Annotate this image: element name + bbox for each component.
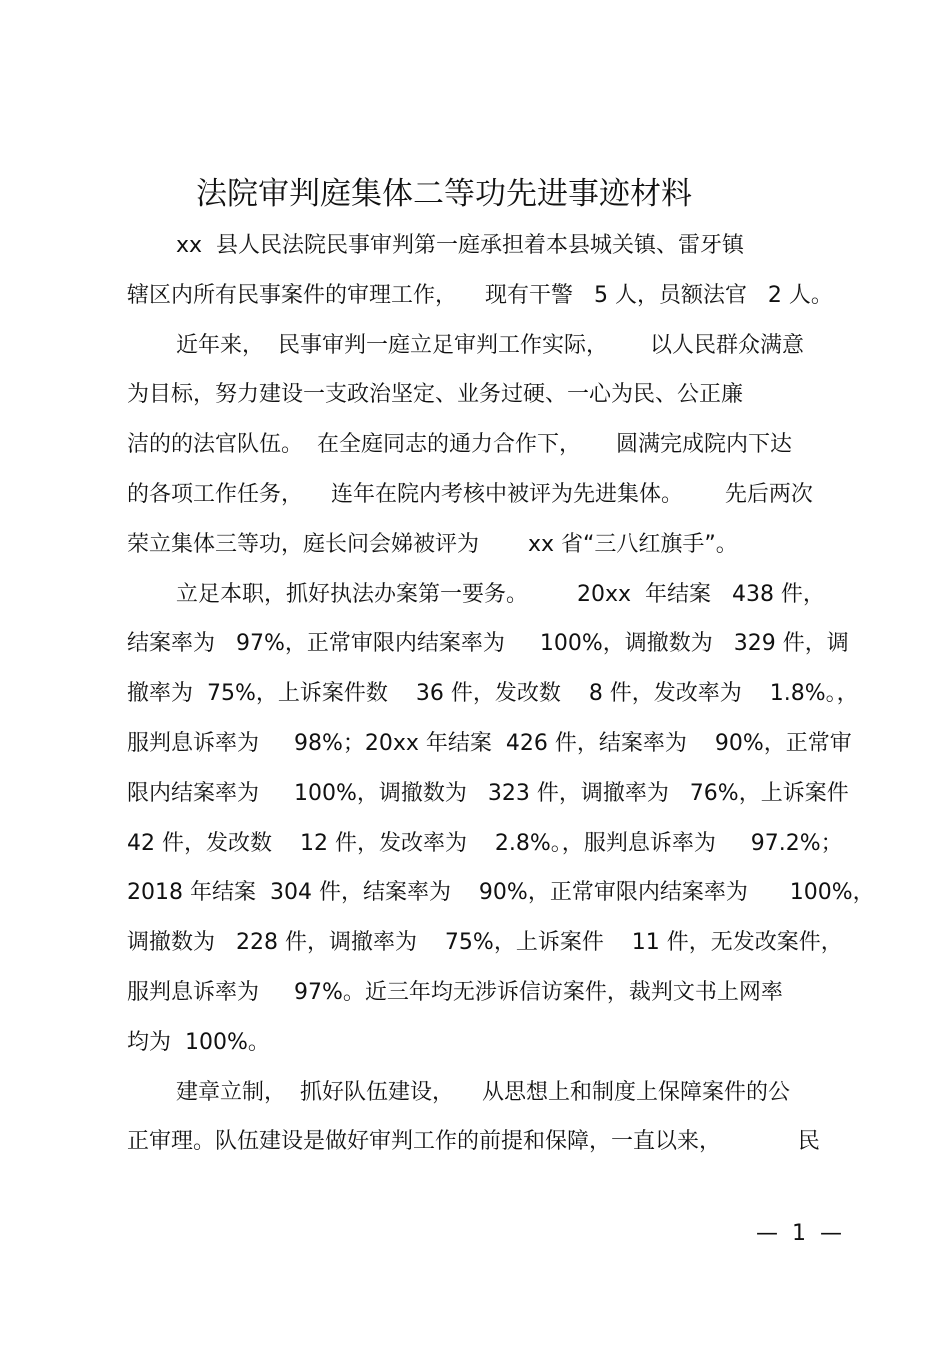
text-line: 洁的的法官队伍。 在全庭同志的通力合作下， 圆满完成院内下达 — [127, 432, 792, 457]
text-line: 均为 100%。 — [127, 1030, 270, 1055]
text-line: 服判息诉率为 98%；20xx 年结案 426 件，结案率为 90%，正常审 — [127, 731, 852, 756]
text-line: 限内结案率为 100%，调撤数为 323 件，调撤率为 76%，上诉案件 — [127, 781, 849, 806]
text-line: 结案率为 97%，正常审限内结案率为 100%，调撤数为 329 件，调 — [127, 631, 849, 656]
text-line: 撤率为 75%，上诉案件数 36 件，发改数 8 件，发改率为 1.8%。， — [127, 681, 859, 706]
text-line: 荣立集体三等功，庭长问会娣被评为 xx 省“三八红旗手”。 — [127, 532, 738, 557]
text-line: 立足本职，抓好执法办案第一要务。 20xx 年结案 438 件， — [176, 582, 825, 607]
text-line: 辖区内所有民事案件的审理工作， 现有干警 5 人，员额法官 2 人。 — [127, 283, 833, 308]
text-line: 正审理。队伍建设是做好审判工作的前提和保障，一直以来， 民 — [127, 1129, 820, 1154]
document-title: 法院审判庭集体二等功先进事迹材料 — [196, 176, 692, 212]
text-line: 2018 年结案 304 件，结案率为 90%，正常审限内结案率为 100%， — [127, 880, 875, 905]
text-line: xx 县人民法院民事审判第一庭承担着本县城关镇、雷牙镇 — [176, 233, 745, 258]
text-line: 服判息诉率为 97%。近三年均无涉诉信访案件，裁判文书上网率 — [127, 980, 783, 1005]
page-number: — 1 — — [756, 1221, 842, 1246]
text-line: 的各项工作任务， 连年在院内考核中被评为先进集体。 先后两次 — [127, 482, 813, 507]
text-line: 42 件，发改数 12 件，发改率为 2.8%。，服判息诉率为 97.2%； — [127, 831, 843, 856]
text-line: 为目标，努力建设一支政治坚定、业务过硬、一心为民、公正廉 — [127, 382, 744, 407]
text-line: 调撤数为 228 件，调撤率为 75%，上诉案件 11 件，无发改案件， — [127, 930, 843, 955]
text-line: 近年来， 民事审判一庭立足审判工作实际， 以人民群众满意 — [176, 333, 804, 358]
text-line: 建章立制， 抓好队伍建设， 从思想上和制度上保障案件的公 — [176, 1080, 790, 1105]
